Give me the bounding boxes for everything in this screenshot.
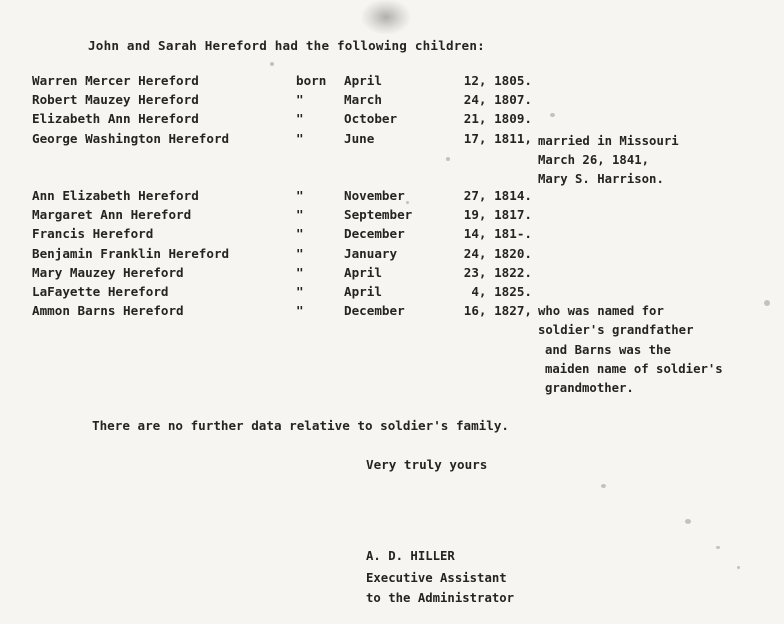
top-smudge (362, 0, 410, 34)
birth-mark: " (296, 246, 304, 261)
birth-mark: " (296, 207, 304, 222)
child-row (32, 226, 752, 242)
note-line: soldier's grandfather (538, 323, 694, 337)
child-name: Warren Mercer Hereford (32, 73, 199, 88)
child-name: Benjamin Franklin Hereford (32, 246, 230, 261)
intro-line: John and Sarah Hereford had the following children: (88, 38, 485, 53)
note-line: maiden name of soldier's (545, 362, 723, 376)
child-name: Francis Hereford (32, 226, 154, 241)
paper-speck (601, 484, 606, 488)
birth-month: April (344, 265, 382, 280)
note-line: Mary S. Harrison. (538, 172, 664, 186)
birth-month: September (344, 207, 413, 222)
birth-date: 4, 1825. (471, 284, 532, 299)
birth-date: 19, 1817. (463, 207, 532, 222)
birth-mark: " (296, 92, 304, 107)
signatory-title: Executive Assistant (366, 571, 507, 585)
child-row (32, 92, 752, 108)
birth-month: January (344, 246, 398, 261)
birth-mark: " (296, 284, 304, 299)
signatory-subtitle: to the Administrator (366, 591, 515, 605)
birth-mark: " (296, 303, 304, 318)
birth-month: December (344, 226, 405, 241)
birth-date: 16, 1827, (463, 303, 532, 318)
birth-mark: born (296, 73, 327, 88)
birth-date: 12, 1805. (463, 73, 532, 88)
child-name: George Washington Hereford (32, 131, 230, 146)
birth-month: December (344, 303, 405, 318)
birth-mark: " (296, 111, 304, 126)
birth-month: October (344, 111, 398, 126)
birth-mark: " (296, 265, 304, 280)
child-row (32, 188, 752, 204)
child-row (32, 246, 752, 262)
birth-month: June (344, 131, 375, 146)
birth-mark: " (296, 131, 304, 146)
child-name: Ann Elizabeth Hereford (32, 188, 199, 203)
closing-statement: There are no further data relative to soldier's family. (92, 418, 510, 433)
birth-month: April (344, 73, 382, 88)
child-row (32, 111, 752, 127)
child-name: Elizabeth Ann Hereford (32, 111, 199, 126)
note-line: grandmother. (545, 381, 634, 395)
child-row (32, 284, 752, 300)
birth-date: 23, 1822. (463, 265, 532, 280)
paper-speck (716, 546, 720, 549)
paper-speck (446, 157, 450, 161)
note-line: March 26, 1841, (538, 153, 650, 167)
birth-mark: " (296, 226, 304, 241)
birth-month: November (344, 188, 405, 203)
child-name: Mary Mauzey Hereford (32, 265, 184, 280)
birth-date: 24, 1820. (463, 246, 532, 261)
child-row (32, 207, 752, 223)
birth-date: 14, 181-. (463, 226, 532, 241)
paper-speck (685, 519, 691, 524)
child-row (32, 265, 752, 281)
birth-mark: " (296, 188, 304, 203)
child-name: Robert Mauzey Hereford (32, 92, 199, 107)
signatory-name: A. D. HILLER (366, 549, 455, 563)
note-line: married in Missouri (538, 134, 679, 148)
paper-speck (737, 566, 740, 569)
child-name: LaFayette Hereford (32, 284, 169, 299)
paper-speck (764, 300, 770, 306)
paper-speck (550, 113, 555, 117)
birth-date: 21, 1809. (463, 111, 532, 126)
note-line: and Barns was the (545, 343, 671, 357)
paper-speck (406, 201, 409, 204)
birth-month: April (344, 284, 382, 299)
child-name: Ammon Barns Hereford (32, 303, 184, 318)
valediction: Very truly yours (366, 457, 488, 472)
child-row (32, 73, 752, 89)
birth-date: 24, 1807. (463, 92, 532, 107)
birth-date: 27, 1814. (463, 188, 532, 203)
child-name: Margaret Ann Hereford (32, 207, 192, 222)
paper-speck (270, 62, 274, 66)
birth-month: March (344, 92, 382, 107)
note-line: who was named for (538, 304, 664, 318)
birth-date: 17, 1811, (463, 131, 532, 146)
